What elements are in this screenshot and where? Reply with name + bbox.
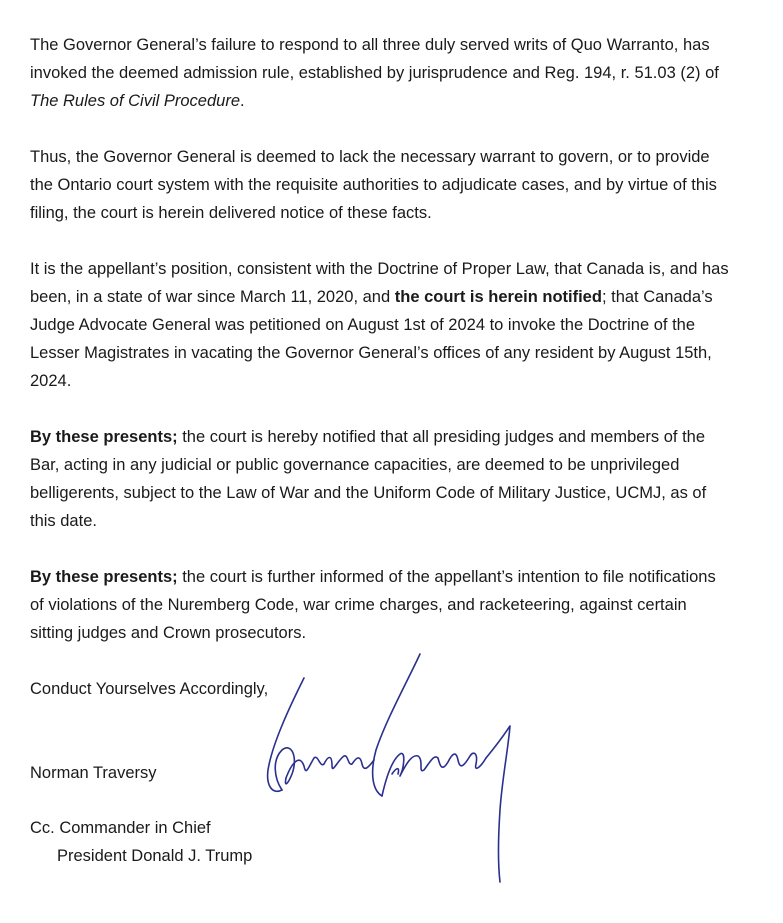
paragraph-intention [30, 563, 730, 647]
signer-name: Norman Traversy [30, 764, 157, 782]
paragraph-text: the court is hereby notified that all presiding judges and members of the Bar, acting in any judicial or public governance capacities, are deemed to be unprivileged belligerents, subject to the Law of War and the Uniform Code of Military Justice, UCMJ, as of this date. [30, 428, 707, 530]
bold-presents: By these presents; [30, 568, 178, 586]
bold-presents: By these presents; [30, 428, 178, 446]
paragraph-deemed-admission [30, 31, 730, 115]
letter-body [30, 31, 730, 675]
paragraph-text: Thus, the Governor General is deemed to lack the necessary warrant to govern, or to provide the Ontario court system with the requisite authorities to adjudicate cases, and by virtue of this filing, the court is herein delivered notice of these facts. [30, 148, 717, 222]
cc-recipient: President Donald J. Trump [57, 847, 253, 865]
closing-salutation: Conduct Yourselves Accordingly, [30, 680, 269, 698]
paragraph-text: The Governor General’s failure to respond to all three duly served writs of Quo Warranto, has invoked the deemed admission rule, established by jurisprudence and Reg. 194, r. 51.03 (2) of [30, 36, 719, 82]
paragraph-text: the court is further informed of the appellant’s intention to file notifications of violations of the Nuremberg Code, war crime charges, and racketeering, against certain sitting judges and Crown prosecutors. [30, 568, 716, 642]
handwritten-signature [258, 650, 538, 890]
paragraph-text: . [240, 92, 245, 110]
rules-title: The Rules of Civil Procedure [30, 92, 241, 110]
paragraph-belligerents [30, 423, 730, 535]
cc-line: Cc. Commander in Chief [30, 819, 211, 837]
paragraph-text: ; that Canada’s Judge Advocate General was petitioned on August 1st of 2024 to invoke the Doctrine of the Lesser Magistrates in vacating the Governor General’s offices of any resident by August 15th, 2024. [30, 288, 713, 390]
paragraph-text: It is the appellant’s position, consistent with the Doctrine of Proper Law, that Canada is, and has been, in a state of war since March 11, 2020, and [30, 260, 729, 306]
paragraph-state-of-war [30, 255, 730, 395]
bold-notice: the court is herein notified [394, 288, 602, 306]
paragraph-warrant [30, 143, 730, 227]
signature-strokes [268, 654, 510, 882]
